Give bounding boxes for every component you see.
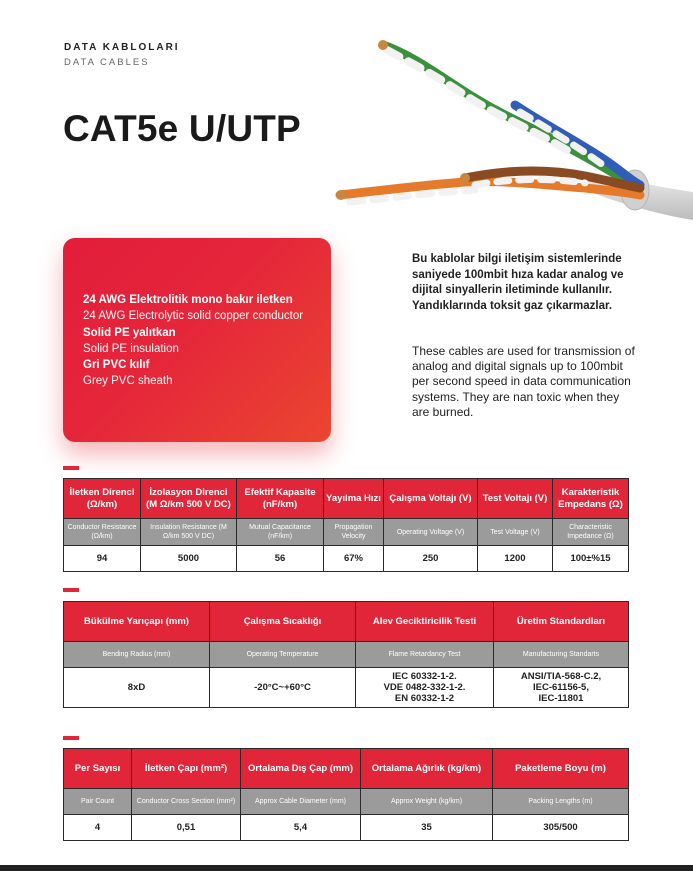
header-cell: Karakteristik Empedans (Ω) [553, 479, 629, 519]
dimensions-table [63, 748, 629, 841]
table-header-row [64, 602, 629, 642]
header-cell: İletken Direnci (Ω/km) [64, 479, 141, 519]
table-subheader-row [64, 789, 629, 815]
value-cell: 1200 [478, 546, 553, 572]
header-cell: Çalışma Voltajı (V) [384, 479, 478, 519]
value-cell: 305/500 [493, 815, 629, 841]
subheader-cell: Test Voltage (V) [478, 519, 553, 546]
blue-white-wire [520, 112, 603, 165]
subheader-cell: Approx Weight (kg/km) [361, 789, 493, 815]
value-cell: 67% [324, 546, 384, 572]
header-cell: İletken Çapı (mm²) [132, 749, 241, 789]
subheader-cell: Pair Count [64, 789, 132, 815]
cable-product-image [335, 20, 693, 220]
header-cell: Bükülme Yarıçapı (mm) [64, 602, 210, 642]
spec-line-en: Grey PVC sheath [83, 375, 173, 387]
spec-line-tr: Gri PVC kılıf [83, 359, 150, 371]
header-cell: Per Sayısı [64, 749, 132, 789]
subheader-cell: Bending Radius (mm) [64, 642, 210, 668]
section-marker [63, 466, 79, 470]
electrical-properties-table [63, 478, 629, 572]
header-cell: Yayılma Hızı [324, 479, 384, 519]
header-cell: Üretim Standardları [494, 602, 629, 642]
value-cell [356, 668, 494, 708]
section-marker [63, 588, 79, 592]
description-tr: Bu kablolar bilgi iletişim sistemlerinde saniyede 100mbit hıza kadar analog ve dijital sinyallerin iletiminde kullanılır. Yandıklarında toksit gaz çıkarmazlar. [412, 253, 624, 312]
value-cell: 8xD [64, 668, 210, 708]
subheader-cell: Approx Cable Diameter (mm) [241, 789, 361, 815]
spec-line-en: 24 AWG Electrolytic solid copper conductor [83, 310, 304, 322]
subheader-cell: Packing Lengths (m) [493, 789, 629, 815]
flame-test-standard: IEC 60332-1-2. [392, 671, 457, 682]
subheader-cell: Characteristic Impedance (Ω) [553, 519, 629, 546]
value-cell: 5000 [141, 546, 237, 572]
table-subheader-row [64, 519, 629, 546]
spec-line-tr: Solid PE yalıtkan [83, 326, 176, 339]
copper-tip [378, 40, 388, 50]
value-cell [494, 668, 629, 708]
copper-tip [460, 173, 470, 183]
value-cell: 5,4 [241, 815, 361, 841]
footer-bar [0, 865, 693, 871]
subheader-cell: Operating Voltage (V) [384, 519, 478, 546]
category-title-en: DATA CABLES [64, 57, 150, 68]
header-cell: Ortalama Dış Çap (mm) [241, 749, 361, 789]
product-title: CAT5e U/UTP [63, 108, 301, 149]
manufacturing-standard: IEC-11801 [538, 693, 584, 704]
spec-line-en: Solid PE insulation [83, 342, 179, 355]
value-cell: 4 [64, 815, 132, 841]
subheader-cell: Manufacturing Standarts [494, 642, 629, 668]
table-subheader-row [64, 642, 629, 668]
header-cell: Paketleme Boyu (m) [493, 749, 629, 789]
table-header-row [64, 479, 629, 519]
header-cell: İzolasyon Direnci (M Ω/km 500 V DC) [141, 479, 237, 519]
value-cell: 56 [237, 546, 324, 572]
table-row [64, 815, 629, 841]
description-en: These cables are used for transmission of analog and digital signals up to 100mbit per second speed in data communication systems. They are nan toxic when they are burned. [412, 344, 635, 419]
value-cell: 35 [361, 815, 493, 841]
construction-spec-card [63, 238, 331, 442]
header-cell: Test Voltajı (V) [478, 479, 553, 519]
flame-test-standard: VDE 0482-332-1-2. [383, 682, 466, 693]
section-marker [63, 736, 79, 740]
header-cell: Efektif Kapasite (nF/km) [237, 479, 324, 519]
value-cell: 250 [384, 546, 478, 572]
header-cell: Ortalama Ağırlık (kg/km) [361, 749, 493, 789]
subheader-cell: Conductor Resistance (Ω/km) [64, 519, 141, 546]
value-cell: 100±%15 [553, 546, 629, 572]
subheader-cell: Operating Temperature [210, 642, 356, 668]
category-title-tr: DATA KABLOLARI [64, 42, 180, 53]
green-white-wire [387, 50, 575, 155]
flame-test-standard: EN 60332-1-2 [394, 693, 455, 704]
header-cell: Çalışma Sıcaklığı [210, 602, 356, 642]
table-row [64, 668, 629, 708]
mechanical-properties-table [63, 601, 629, 708]
header-cell: Alev Geciktiricilik Testi [356, 602, 494, 642]
value-cell: -20°C~+60°C [210, 668, 356, 708]
value-cell: 94 [64, 546, 141, 572]
subheader-cell: Flame Retardancy Test [356, 642, 494, 668]
manufacturing-standard: ANSI/TIA-568-C.2, [520, 671, 602, 682]
copper-tip [336, 190, 346, 200]
manufacturing-standard: IEC-61156-5, [533, 682, 589, 693]
value-cell: 0,51 [132, 815, 241, 841]
spec-line-tr: 24 AWG Elektrolitik mono bakır iletken [83, 294, 293, 306]
subheader-cell: Insulation Resistance (M Ω/km 500 V DC) [141, 519, 237, 546]
table-row [64, 546, 629, 572]
subheader-cell: Propagation Velocity [324, 519, 384, 546]
subheader-cell: Conductor Cross Section (mm²) [132, 789, 241, 815]
subheader-cell: Mutual Capacitance (nF/km) [237, 519, 324, 546]
table-header-row [64, 749, 629, 789]
